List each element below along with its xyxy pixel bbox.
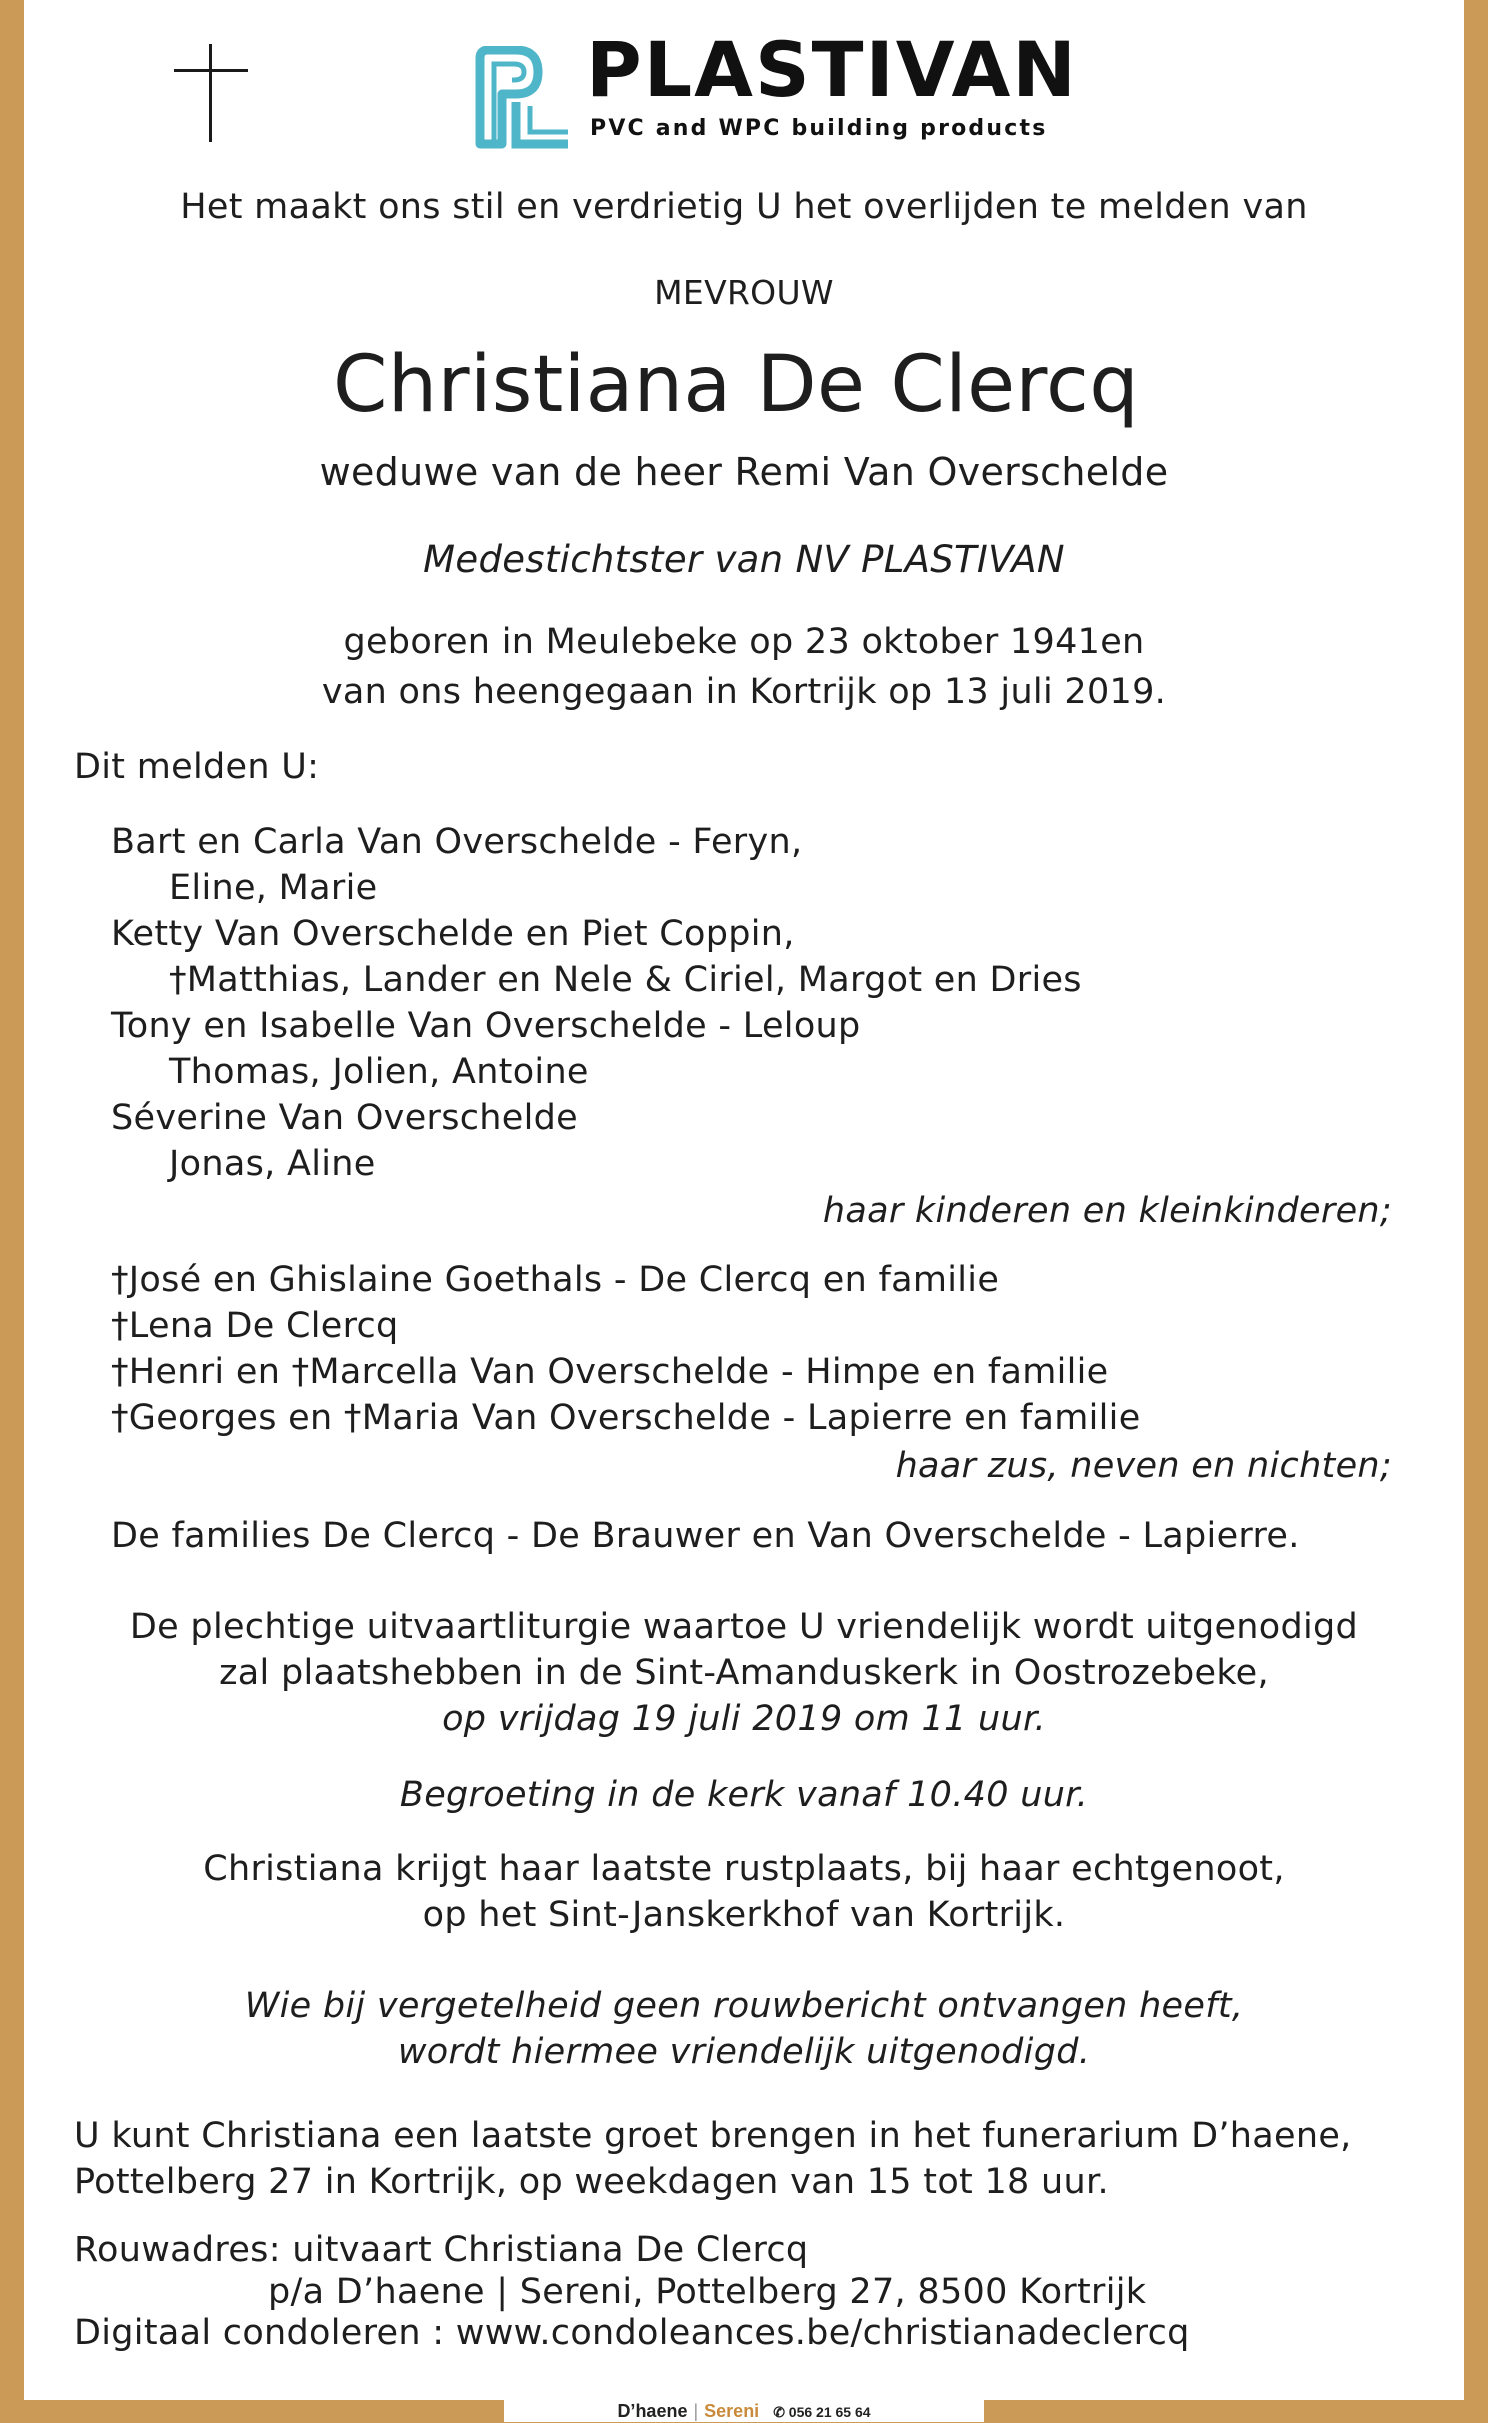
cross-icon bbox=[174, 44, 248, 142]
funeral-line-3: op vrijdag 19 juli 2019 om 11 uur. bbox=[442, 1699, 1046, 1739]
sibling-line: †Lena De Clercq bbox=[111, 1306, 399, 1346]
sibling-line: †Henri en †Marcella Van Overschelde - Himpe en familie bbox=[111, 1352, 1109, 1392]
burial-line-1: Christiana krijgt haar laatste rustplaats, bij haar echtgenoot, bbox=[203, 1849, 1285, 1889]
funeral-home-footer bbox=[504, 2400, 984, 2422]
sibling-line: †José en Ghislaine Goethals - De Clercq en familie bbox=[111, 1260, 1000, 1300]
siblings-caption: haar zus, neven en nichten; bbox=[895, 1446, 1392, 1486]
greeting-line: Begroeting in de kerk vanaf 10.40 uur. bbox=[399, 1775, 1089, 1815]
children-line: Séverine Van Overschelde bbox=[111, 1098, 578, 1138]
announcement-card bbox=[24, 0, 1464, 2400]
invite-line-2: wordt hiermee vriendelijk uitgenodigd. bbox=[397, 2032, 1091, 2072]
intro-line: Het maakt ons stil en verdrietig U het overlijden te melden van bbox=[180, 187, 1308, 227]
died-line: van ons heengegaan in Kortrijk op 13 juli 2019. bbox=[321, 672, 1167, 712]
logo-tagline: PVC and WPC building products bbox=[590, 116, 1048, 141]
funeral-line-2: zal plaatshebben in de Sint-Amanduskerk in Oostrozebeke, bbox=[219, 1653, 1269, 1693]
children-line: Bart en Carla Van Overschelde - Feryn, bbox=[111, 822, 803, 862]
plastivan-logo bbox=[472, 25, 1078, 154]
grandchildren-line: Thomas, Jolien, Antoine bbox=[169, 1052, 589, 1092]
visit-line-1: U kunt Christiana een laatste groet brengen in het funerarium D’haene, bbox=[74, 2116, 1352, 2156]
children-caption: haar kinderen en kleinkinderen; bbox=[822, 1191, 1392, 1231]
deceased-name: Christiana De Clercq bbox=[332, 340, 1140, 430]
footer-brand-sereni: Sereni bbox=[704, 2401, 760, 2421]
children-line: Tony en Isabelle Van Overschelde - Leloup bbox=[111, 1006, 861, 1046]
footer-brand-dhaene: D’haene bbox=[617, 2401, 688, 2421]
grandchildren-line: †Matthias, Lander en Nele & Ciriel, Margot en Dries bbox=[169, 960, 1082, 1000]
grandchildren-line: Eline, Marie bbox=[169, 868, 378, 908]
born-line: geboren in Meulebeke op 23 oktober 1941en bbox=[343, 622, 1145, 662]
grandchildren-line: Jonas, Aline bbox=[169, 1144, 376, 1184]
visit-line-2: Pottelberg 27 in Kortrijk, op weekdagen van 15 tot 18 uur. bbox=[74, 2162, 1109, 2202]
condolence-line: Digitaal condoleren : www.condoleances.be/christianadeclercq bbox=[74, 2313, 1190, 2353]
address-line-1: Rouwadres: uitvaart Christiana De Clercq bbox=[74, 2230, 809, 2270]
logo-title: PLASTIVAN bbox=[586, 25, 1078, 114]
address-line-2: p/a D’haene | Sereni, Pottelberg 27, 8500 Kortrijk bbox=[268, 2272, 1147, 2312]
plastivan-logo-mark-icon bbox=[472, 46, 576, 150]
burial-line-2: op het Sint-Janskerkhof van Kortrijk. bbox=[422, 1895, 1066, 1935]
funeral-line-1: De plechtige uitvaartliturgie waartoe U vriendelijk wordt uitgenodigd bbox=[129, 1607, 1359, 1647]
sibling-line: †Georges en †Maria Van Overschelde - Lapierre en familie bbox=[111, 1398, 1141, 1438]
footer-separator: | bbox=[693, 2401, 699, 2421]
title: MEVROUW bbox=[654, 273, 834, 312]
footer-phone: ✆ 056 21 65 64 bbox=[773, 2404, 871, 2420]
families-line: De families De Clercq - De Brauwer en Van Overschelde - Lapierre. bbox=[111, 1516, 1300, 1556]
role-line: Medestichtster van NV PLASTIVAN bbox=[423, 538, 1065, 581]
announcers-label: Dit melden U: bbox=[74, 747, 320, 787]
children-line: Ketty Van Overschelde en Piet Coppin, bbox=[111, 914, 795, 954]
invite-line-1: Wie bij vergetelheid geen rouwbericht ontvangen heeft, bbox=[244, 1986, 1244, 2026]
spouse-line: weduwe van de heer Remi Van Overschelde bbox=[319, 450, 1169, 494]
